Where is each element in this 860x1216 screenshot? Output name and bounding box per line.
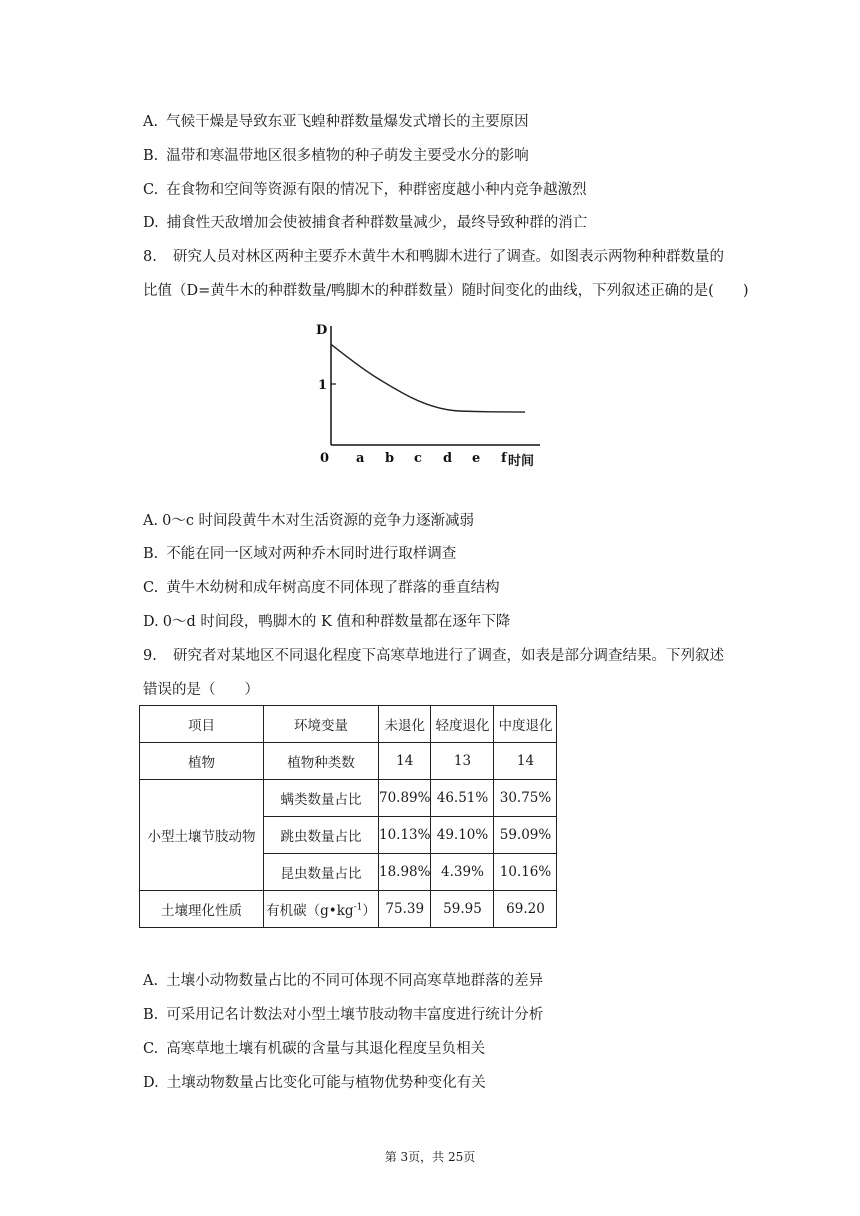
question-text: 比值（D=黄牛木的种群数量/鸭脚木的种群数量）随时间变化的曲线，下列叙述正确的是( ) <box>143 283 749 299</box>
option-text: 温带和寒温带地区很多植物的种子萌发主要受水分的影响 <box>166 148 529 164</box>
header-cell: 环境变量 <box>264 706 379 743</box>
option-text: 黄牛木幼树和成年树高度不同体现了群落的垂直结构 <box>166 580 500 596</box>
table-cell: 49.10% <box>431 817 494 854</box>
option-text: 土壤小动物数量占比的不同可体现不同高寒草地群落的差异 <box>166 973 544 989</box>
table-cell: 69.20 <box>494 891 557 928</box>
table-cell: 18.98% <box>379 854 431 891</box>
page-footer: 第 3页，共 25页 <box>384 1150 476 1164</box>
q7-option-b <box>143 146 529 166</box>
series-line <box>331 344 525 412</box>
table-cell: 59.09% <box>494 817 557 854</box>
q7-option-d <box>143 213 587 233</box>
header-cell: 项目 <box>140 706 264 743</box>
ratio-line-chart <box>308 312 548 472</box>
question-text: 研究者对某地区不同退化程度下高寒草地进行了调查，如表是部分调查结果。下列叙述 <box>173 648 724 664</box>
question-text: 研究人员对林区两种主要乔木黄牛木和鸭脚木进行了调查。如图表示两物种种群数量的 <box>173 249 724 265</box>
option-text: 土壤动物数量占比变化可能与植物优势种变化有关 <box>166 1075 486 1091</box>
option-text: 在食物和空间等资源有限的情况下，种群密度越小种内竞争越激烈 <box>166 182 587 198</box>
option-text: 0～c 时间段黄牛木对生活资源的竞争力逐渐减弱 <box>162 513 475 529</box>
option-text: 不能在同一区域对两种乔木同时进行取样调查 <box>166 546 457 562</box>
option-label: B. <box>143 1007 159 1023</box>
option-label: C. <box>143 1041 159 1057</box>
table-cell: 75.39 <box>379 891 431 928</box>
option-label: B. <box>143 546 159 562</box>
variable-text: 有机碳（g•kg <box>266 903 354 919</box>
option-label: B. <box>143 148 159 164</box>
question-text: 错误的是（ ） <box>143 682 259 698</box>
table-row <box>140 780 557 817</box>
option-label: D. <box>143 215 159 231</box>
q8-stem-line1 <box>143 247 724 267</box>
option-label: D. <box>143 1075 159 1091</box>
question-number: 8. <box>143 249 157 265</box>
table-row <box>140 891 557 928</box>
x-tick-label: d <box>443 451 453 466</box>
table-group-cell: 小型土壤节肢动物 <box>140 780 264 891</box>
table-cell: 14 <box>494 743 557 780</box>
table-cell: 59.95 <box>431 891 494 928</box>
option-label: D. <box>143 614 159 630</box>
option-text: 0～d 时间段，鸭脚木的 K 值和种群数量都在逐年下降 <box>162 614 511 630</box>
header-cell: 未退化 <box>379 706 431 743</box>
table-cell: 70.89% <box>379 780 431 817</box>
x-axis-label: 时间 <box>508 454 535 469</box>
q8-stem-line2 <box>143 281 748 301</box>
x-tick-label: e <box>472 451 481 466</box>
option-label: A. <box>143 114 159 130</box>
table-cell: 46.51% <box>431 780 494 817</box>
x-tick-label: b <box>385 451 395 466</box>
table-cell: 4.39% <box>431 854 494 891</box>
option-label: C. <box>143 580 159 596</box>
option-label: A. <box>143 513 159 529</box>
unit-superscript: -1 <box>353 902 363 913</box>
table-cell: 10.13% <box>379 817 431 854</box>
y-axis-label: D <box>316 323 328 338</box>
table-cell: 10.16% <box>494 854 557 891</box>
option-text: 高寒草地土壤有机碳的含量与其退化程度呈负相关 <box>166 1041 486 1057</box>
header-cell: 中度退化 <box>494 706 557 743</box>
q9-option-d <box>143 1073 486 1093</box>
q7-option-c <box>143 180 587 200</box>
origin-label: 0 <box>320 451 330 466</box>
q9-stem-line2 <box>143 680 259 700</box>
option-text: 捕食性天敌增加会使被捕食者种群数量减少，最终导致种群的消亡 <box>166 215 588 231</box>
survey-table <box>139 705 557 928</box>
option-label: C. <box>143 182 159 198</box>
option-text: 可采用记名计数法对小型土壤节肢动物丰富度进行统计分析 <box>166 1007 544 1023</box>
q8-option-d <box>143 612 510 632</box>
table-cell: 昆虫数量占比 <box>264 854 379 891</box>
table-cell: 土壤理化性质 <box>140 891 264 928</box>
table-row <box>140 743 557 780</box>
header-cell: 轻度退化 <box>431 706 494 743</box>
q7-option-a <box>143 112 529 132</box>
table-header-row <box>140 706 557 743</box>
option-text: 气候干燥是导致东亚飞蝗种群数量爆发式增长的主要原因 <box>166 114 529 130</box>
q8-option-c <box>143 578 500 598</box>
question-number: 9. <box>143 648 157 664</box>
table-cell: 14 <box>379 743 431 780</box>
table-cell <box>264 891 379 928</box>
table-cell: 植物种类数 <box>264 743 379 780</box>
q9-option-a <box>143 971 543 991</box>
x-tick-label: f <box>501 451 507 466</box>
q9-stem-line1 <box>143 646 724 666</box>
q9-option-c <box>143 1039 485 1059</box>
q9-option-b <box>143 1005 543 1025</box>
q8-option-b <box>143 544 456 564</box>
q8-option-a <box>143 511 474 531</box>
table-cell: 13 <box>431 743 494 780</box>
y-tick-label: 1 <box>318 378 328 393</box>
table-cell: 植物 <box>140 743 264 780</box>
x-tick-label: a <box>356 451 365 466</box>
x-tick-label: c <box>414 451 422 466</box>
table-cell: 30.75% <box>494 780 557 817</box>
option-label: A. <box>143 973 159 989</box>
table-cell: 螨类数量占比 <box>264 780 379 817</box>
table-cell: 跳虫数量占比 <box>264 817 379 854</box>
variable-text-end: ） <box>362 903 376 919</box>
